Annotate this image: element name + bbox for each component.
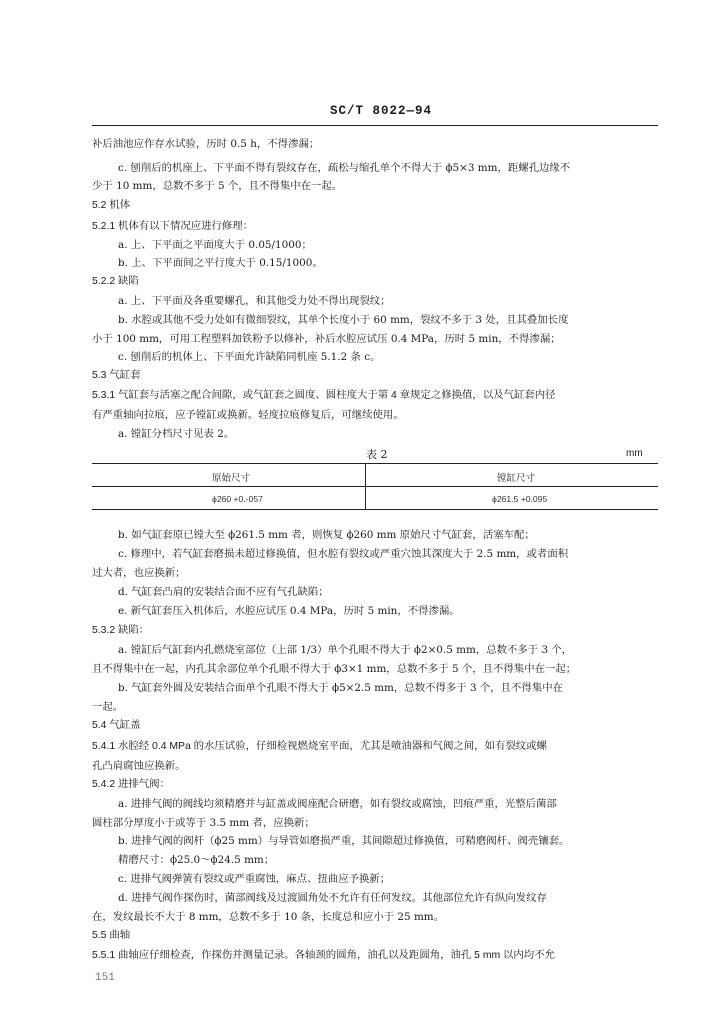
- table-unit: mm: [626, 448, 643, 459]
- body-text-line: e. 新气缸套压入机体后，水腔应试压 0.4 MPa，历时 5 min，不得渗漏。: [118, 605, 460, 617]
- standard-code-header: SC/T 8022—94: [330, 104, 433, 118]
- body-text-line: c. 刨削后的机体上、下平面允许缺陷同机座 5.1.2 条 c。: [118, 351, 381, 363]
- body-text-line: 过大者，也应换新；: [92, 567, 186, 579]
- body-text-line: b. 进排气阀的阀杆（ϕ25 mm）与导管如磨损严重，其间隙超过修换值，可精磨阀杆、阀壳镶套。: [118, 835, 570, 847]
- body-text-line: 且不得集中在一起，内孔其余部位单个孔眼不得大于 ϕ3×1 mm，总数不多于 5 个，且不得集中在一起；: [92, 663, 577, 675]
- header-rule: [92, 125, 658, 126]
- body-text-line: 圆柱部分厚度小于或等于 3.5 mm 者，应换新；: [92, 817, 315, 829]
- body-text-line: 有严重轴向拉痕，应予镗缸或换新。轻度拉痕修复后，可继续使用。: [92, 409, 404, 421]
- table-header-rule: [92, 486, 658, 487]
- body-text-line: a. 镗缸分档尺寸见表 2。: [118, 428, 235, 440]
- table-cell-original-size: ϕ260 +0.-057: [212, 494, 263, 504]
- section-heading-line: 5.3.2 缺陷：: [92, 625, 150, 636]
- table-title: 表 2: [366, 448, 388, 461]
- table-cell-bored-size: ϕ261.5 +0.095: [492, 494, 548, 504]
- section-heading-line: 5.5.1 曲轴应仔细检查，作探伤并测量记录。各轴颈的圆角，油孔以及距圆角，油孔 5 mm 以内均不允: [92, 950, 555, 961]
- body-text-line: d. 气缸套凸肩的安装结合面不应有气孔缺陷；: [118, 586, 329, 598]
- body-text-line: 精磨尺寸：ϕ25.0～ϕ24.5 mm；: [118, 854, 275, 866]
- body-text-line: d. 进排气阀作探伤时，菌部阀线及过渡圆角处不允许有任何发纹。其他部位允许有纵向发纹存: [118, 892, 547, 904]
- body-text-line: a. 进排气阀的阀线均须精磨并与缸盖或阀座配合研磨，如有裂纹或腐蚀，凹痕严重，光整后菌部: [118, 798, 557, 810]
- body-text-line: 少于 10 mm，总数不多于 5 个，且不得集中在一起。: [92, 180, 343, 192]
- body-text-line: b. 气缸套外圆及安装结合面单个孔眼不得大于 ϕ5×2.5 mm，总数不得多于 3 个，且不得集中在: [118, 682, 563, 694]
- section-heading-line: 5.4.1 水腔经 0.4 MPa 的水压试验，仔细检视燃烧室平面，尤其是喷油器和气阀之间，如有裂纹或螺: [92, 741, 547, 752]
- body-text-line: 在，发纹最长不大于 8 mm，总数不多于 10 条，长度总和应小于 25 mm。: [92, 911, 445, 923]
- body-text-line: c. 进排气阀弹簧有裂纹或严重腐蚀，麻点、扭曲应予换新；: [118, 873, 391, 885]
- body-text-line: b. 上、下平面间之平行度大于 0.15/1000。: [118, 257, 323, 269]
- section-heading-line: 5.4 气缸盖: [92, 720, 141, 731]
- body-text-line: 一起。: [92, 701, 124, 713]
- table-top-rule: [92, 463, 658, 464]
- page-number: 151: [95, 972, 115, 984]
- body-text-line: b. 水腔或其他不受力处如有微细裂纹，其单个长度小于 60 mm，裂纹不多于 3 处，且其叠加长度: [118, 314, 569, 326]
- section-heading-line: 5.5 曲轴: [92, 930, 131, 941]
- body-text-line: b. 如气缸套原已镗大至 ϕ261.5 mm 者，则恢复 ϕ260 mm 原始尺寸气缸套，活塞车配；: [118, 529, 535, 541]
- table-bottom-rule: [92, 509, 658, 510]
- section-heading-line: 5.3.1 气缸套与活塞之配合间隙，或气缸套之圆度、圆柱度大于第 4 章规定之修换值，以及气缸套内径: [92, 390, 556, 401]
- section-heading-line: 5.2.2 缺陷: [92, 276, 139, 287]
- section-heading-line: 5.3 气缸套: [92, 370, 141, 381]
- section-heading-line: 5.2 机体: [92, 200, 131, 211]
- body-text-line: a. 上、下平面及各重要螺孔，和其他受力处不得出现裂纹；: [118, 295, 391, 307]
- body-text-line: 小于 100 mm，可用工程塑料加铁粉予以修补，补后水腔应试压 0.4 MPa，历时 5 min，不得渗漏；: [92, 333, 561, 345]
- body-text-line: a. 上、下平面之平面度大于 0.05/1000；: [118, 239, 312, 251]
- body-text-line: c. 刨削后的机座上、下平面不得有裂纹存在，疏松与缩孔单个不得大于 ϕ5×3 mm，距螺孔边缘不: [118, 162, 571, 174]
- table-header-bored-size: 镗缸尺寸: [497, 473, 536, 484]
- table-header-original-size: 原始尺寸: [212, 473, 251, 484]
- section-heading-line: 5.4.2 进排气阀：: [92, 779, 170, 790]
- body-text-line: c. 修理中，若气缸套磨损未超过修换值，但水腔有裂纹或严重穴蚀其深度大于 2.5 mm，或者面积: [118, 548, 569, 560]
- body-text-line: a. 镗缸后气缸套内孔燃烧室部位（上部 1/3）单个孔眼不得大于 ϕ2×0.5 mm，总数不多于 3 个，: [118, 644, 573, 656]
- section-heading-line: 5.2.1 机体有以下情况应进行修理：: [92, 221, 254, 232]
- body-text-line: 补后油池应作存水试验，历时 0.5 h，不得渗漏；: [92, 138, 320, 150]
- body-text-line: 孔凸肩腐蚀应换新。: [92, 760, 186, 772]
- table-column-divider: [365, 463, 366, 509]
